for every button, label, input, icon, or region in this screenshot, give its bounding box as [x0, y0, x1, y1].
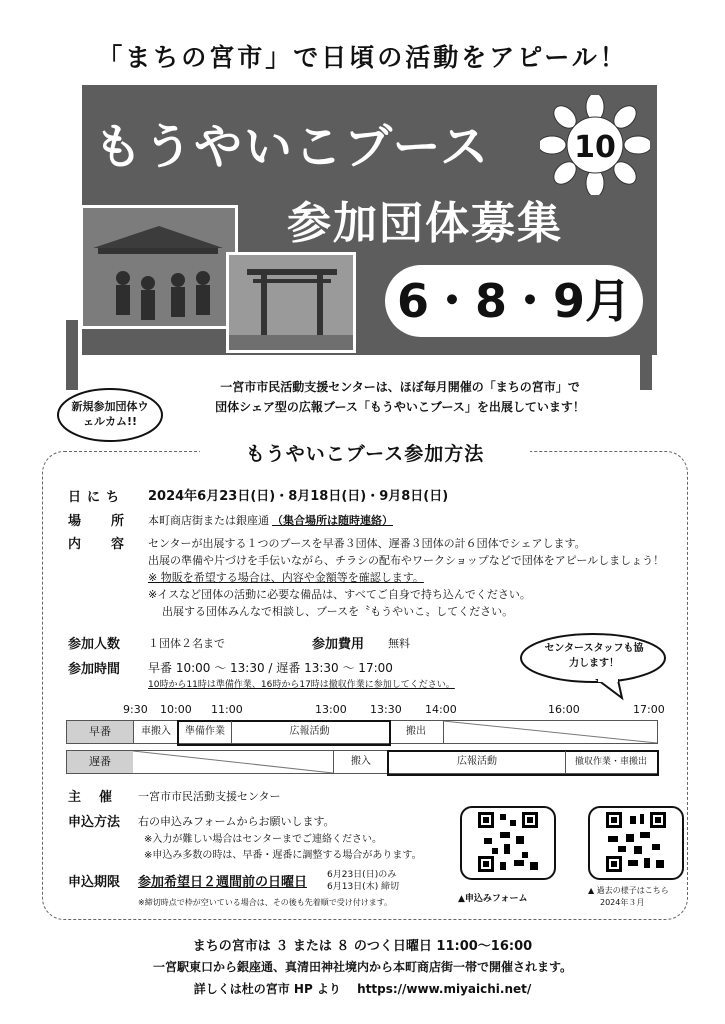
content-line: 出展する団体みんなで相談し、ブースを〝もうやいこ〟してください。: [162, 605, 514, 618]
content-label: 内容: [68, 537, 155, 552]
timeline-late-row: [66, 750, 658, 774]
deadline-date: 6月13日(木) 締切: [327, 882, 400, 892]
qr-past-caption: ▲ 過去の様子はこちら: [588, 886, 669, 895]
footer-website[interactable]: 詳しくは杜の宮市 HP より https://www.miyaichi.net/: [193, 982, 532, 996]
time-value: 早番 10:00 ～ 13:30 / 遅番 13:30 ～ 17:00: [148, 661, 393, 675]
fee-label: 参加費用: [312, 637, 365, 652]
content-line: センターが出展する１つのブースを早番３団体、遅番３団体の計６団体でシェアします。: [148, 537, 586, 550]
tick-label: 9:30: [123, 703, 148, 716]
apply-line: ※申込み多数の時は、早番・遅番に調整する場合があります。: [144, 850, 422, 861]
footer-schedule: まちの宮市は ３ または ８ のつく日曜日 11:00～16:00: [192, 939, 533, 954]
months-banner: 6・8・9月: [385, 265, 643, 337]
qr-past-caption-date: 2024年３月: [600, 898, 645, 907]
qr-code-apply[interactable]: [476, 810, 540, 874]
late-cell: 撤収作業・車搬出: [574, 757, 647, 767]
content-line: ※ 物販を希望する場合は、内容や金額等を確認します。: [148, 571, 424, 584]
late-cell: 搬入: [333, 751, 388, 773]
tick-label: 13:00: [315, 703, 347, 716]
title-main: もうやいこブース: [94, 119, 491, 175]
timeline-early-row: [66, 720, 658, 744]
tagline: 「まちの宮市」で日頃の活動をアピール！: [97, 43, 628, 72]
participants-label: 参加人数: [68, 637, 121, 652]
apply-line: ※入力が難しい場合はセンターまでご連絡ください。: [144, 834, 382, 845]
time-note: 10時から11時は準備作業、16時から17時は撤収作業に参加してください。: [148, 680, 455, 690]
apply-line: 右の申込みフォームからお願いします。: [138, 815, 335, 828]
apply-label: 申込方法: [68, 815, 121, 830]
tick-label: 13:30: [370, 703, 402, 716]
late-label: 遅番: [67, 751, 133, 773]
content-line: ※イスなど団体の活動に必要な備品は、すべてご自身で持ち込んでください。: [148, 588, 531, 601]
intro-line-1: 一宮市市民活動支援センターは、ほぼ毎月開催の「まちの宮市」で: [220, 380, 580, 394]
intro-line-2: 団体シェア型の広報ブース「もうやいこブース」を出展しています！: [215, 400, 585, 414]
deadline-date: 6月23日(日)のみ: [327, 870, 397, 880]
place-label: 場所: [68, 514, 155, 529]
early-cell: 準備作業: [179, 721, 232, 743]
organizer-label: 主催: [68, 790, 131, 805]
tick-label: 11:00: [211, 703, 243, 716]
date-label: 日にち: [68, 490, 126, 505]
qr-past-frame[interactable]: [588, 806, 684, 880]
staff-bubble: [518, 632, 668, 688]
title-sub: 参加団体募集: [287, 198, 563, 249]
qr-apply-caption: ▲申込みフォーム: [458, 894, 528, 904]
content-line: 出展の準備や片づけを手伝いながら、チラシの配布やワークショップなどで団体をアピールしましょう！: [148, 554, 665, 567]
place-note: （集合場所は随時連絡）: [272, 514, 393, 527]
badge-number: 10: [574, 130, 616, 165]
welcome-bubble: [56, 387, 164, 443]
section-title: もうやいこブース参加方法: [200, 437, 530, 471]
organizer-value: 一宮市市民活動支援センター: [138, 790, 281, 803]
deadline-value: 参加希望日２週間前の日曜日: [138, 875, 308, 890]
date-value: 2024年6月23日(日)・8月18日(日)・9月8日(日): [148, 489, 449, 504]
tick-label: 10:00: [160, 703, 192, 716]
photo-booth: [80, 205, 238, 329]
place-value: 本町商店街または銀座通: [148, 514, 269, 527]
early-label: 早番: [67, 721, 133, 743]
early-cell: 車搬入: [133, 721, 178, 743]
fee-value: 無料: [388, 637, 410, 650]
qr-code-past[interactable]: [604, 810, 668, 874]
welcome-text: 新規参加団体ウェルカム!!: [71, 400, 149, 428]
early-cell: 広報活動: [289, 726, 330, 737]
time-label: 参加時間: [68, 662, 121, 677]
flower-badge: [540, 95, 650, 195]
deadline-label: 申込期限: [68, 875, 121, 890]
qr-apply-frame[interactable]: [460, 806, 556, 880]
deadline-note: ※締切時点で枠が空いている場合は、その後も先着順で受け付けます。: [138, 898, 393, 907]
tick-label: 17:00: [633, 703, 665, 716]
tick-label: 16:00: [548, 703, 580, 716]
photo-shrine: [226, 252, 356, 353]
participants-value: １団体２名まで: [148, 637, 225, 650]
early-cell: 搬出: [389, 721, 444, 743]
late-cell: 広報活動: [389, 751, 566, 773]
staff-bubble-text: センタースタッフも協力します！: [544, 643, 644, 669]
tick-label: 14:00: [425, 703, 457, 716]
sign-post-left: [66, 320, 78, 390]
footer-location: 一宮駅東口から銀座通、真清田神社境内から本町商店街一帯で開催されます。: [152, 960, 573, 974]
